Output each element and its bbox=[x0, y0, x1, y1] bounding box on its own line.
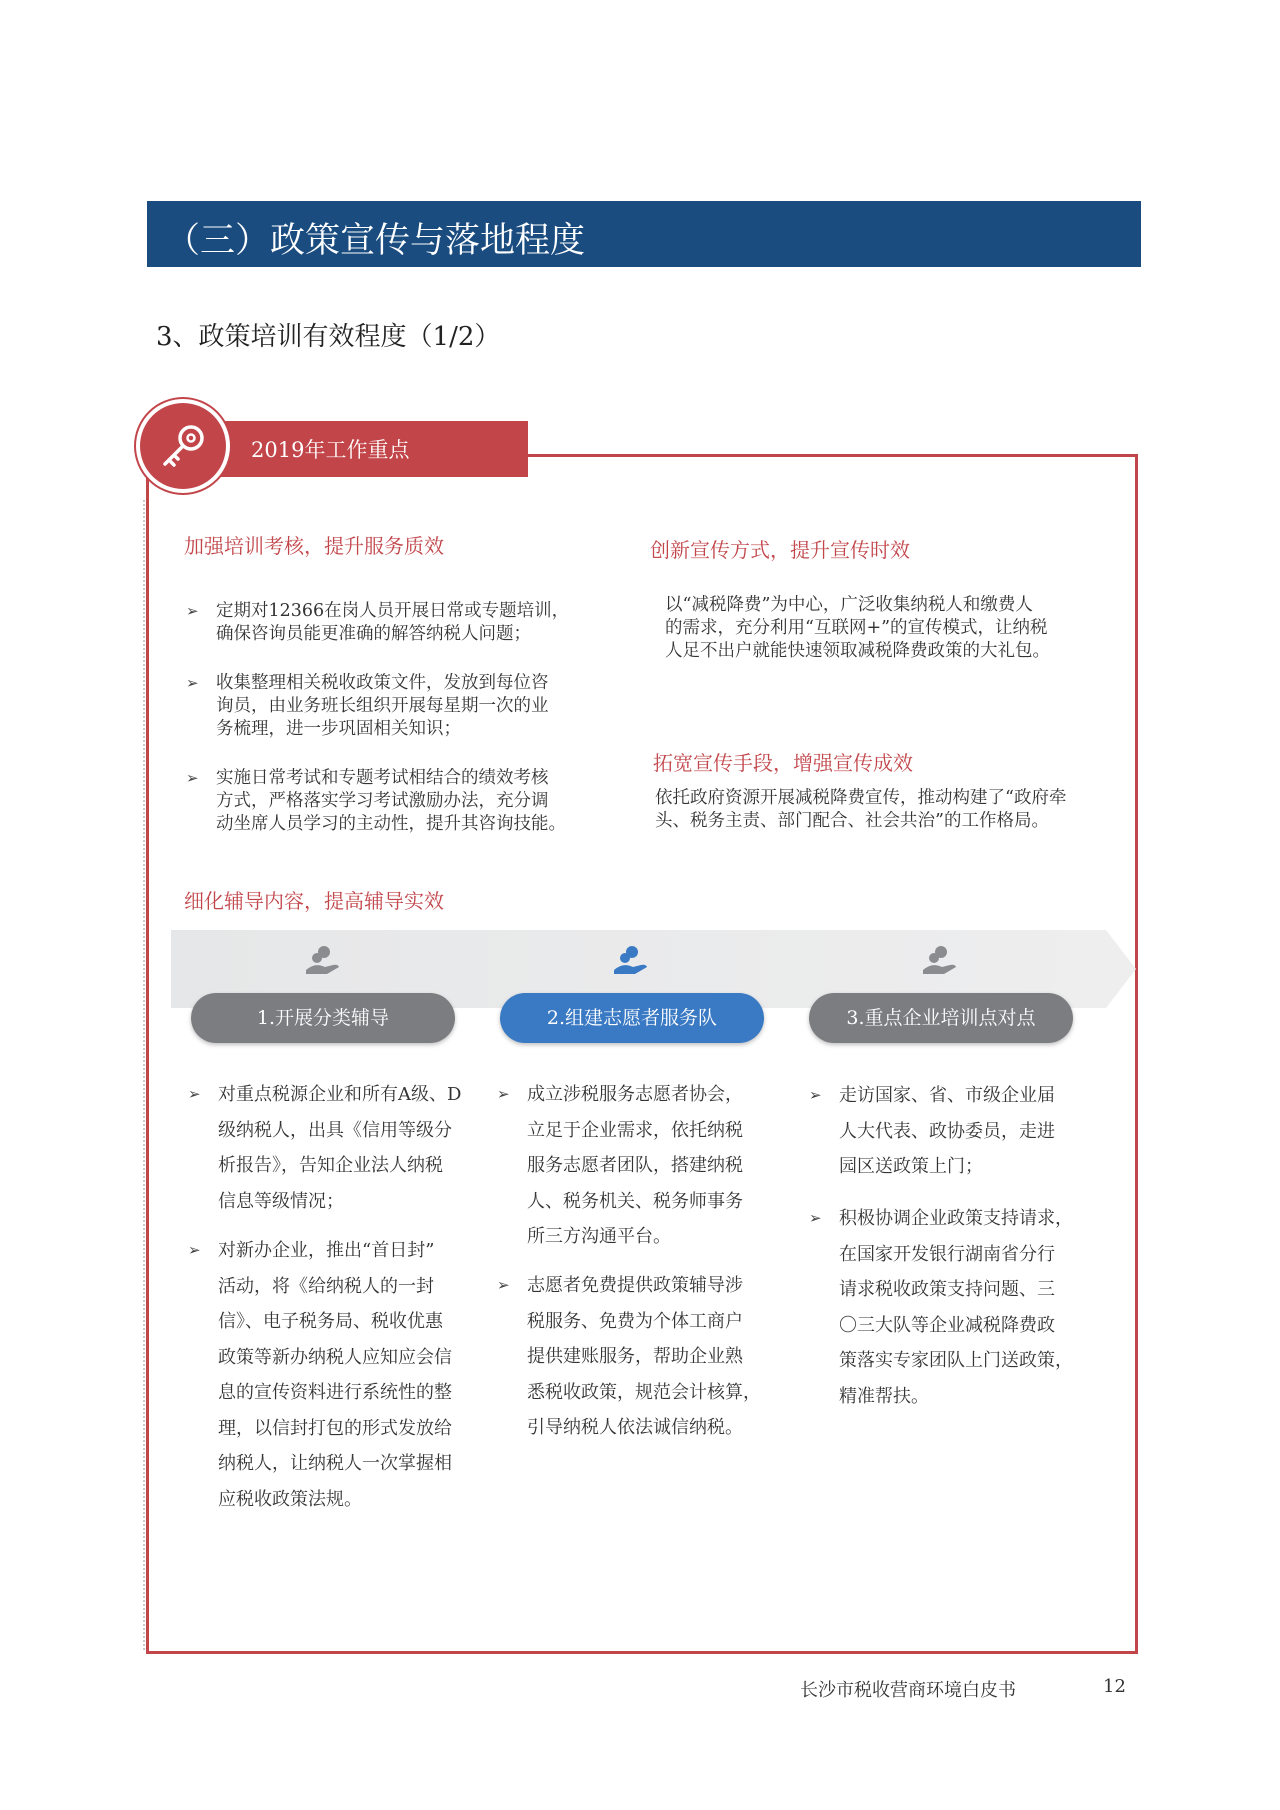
footer-document-title: 长沙市税收营商环境白皮书 bbox=[800, 1680, 1016, 1701]
hand-coins-icon bbox=[920, 944, 960, 978]
column-1-item: ➢ 对重点税源企业和所有A级、D 级纳税人，出具《信用等级分 析报告》，告知企业法人纳税 信息等级情况； bbox=[188, 1077, 488, 1222]
work-focus-tab-label: 2019年工作重点 bbox=[251, 438, 410, 462]
arrow-bullet-icon: ➢ bbox=[186, 674, 199, 692]
guidance-heading: 细化辅导内容，提高辅导实效 bbox=[184, 889, 444, 913]
expansion-text: 依托政府资源开展减税降费宣传，推动构建了“政府牵 头、税务主责、部门配合、社会共治”的工作格局。 bbox=[655, 788, 1067, 831]
section-title: （三）政策宣传与落地程度 bbox=[165, 221, 586, 261]
page-number: 12 bbox=[1103, 1676, 1126, 1697]
arrow-bullet-icon: ➢ bbox=[186, 769, 199, 787]
subsection-title: 3、政策培训有效程度（1/2） bbox=[156, 322, 501, 352]
innovation-text: 以“减税降费”为中心，广泛收集纳税人和缴费人 的需求，充分利用“互联网+”的宣传模式，让纳税 人足不出户就能快速领取减税降费政策的大礼包。 bbox=[665, 595, 1050, 661]
step-1-button[interactable]: 1.开展分类辅导 bbox=[191, 993, 455, 1043]
arrow-bullet-icon: ➢ bbox=[497, 1085, 510, 1103]
arrow-bullet-icon: ➢ bbox=[809, 1086, 822, 1104]
step-3-button[interactable]: 3.重点企业培训点对点 bbox=[809, 993, 1073, 1043]
training-item: ➢ 实施日常考试和专题考试相结合的绩效考核 方式，严格落实学习考试激励办法，充分调 动坐席人员学习的主动性，提升其咨询技能。 bbox=[186, 768, 566, 834]
arrow-bullet-icon: ➢ bbox=[186, 602, 199, 620]
step-2-button[interactable]: 2.组建志愿者服务队 bbox=[500, 993, 764, 1043]
column-1-item: ➢ 对新办企业，推出“首日封” 活动，将《给纳税人的一封 信》、电子税务局、税收优惠 政策等新办纳税人应知应会信 息的宣传资料进行系统性的整 理，以信封打包的形式发放给 纳税人，让纳税人一次掌握相 应税收政策法规。 bbox=[188, 1233, 488, 1523]
column-2-item: ➢ 成立涉税服务志愿者协会， 立足于企业需求，依托纳税 服务志愿者团队，搭建纳税 人、税务机关、税务师事务 所三方沟通平台。 bbox=[497, 1077, 797, 1257]
hand-coins-icon bbox=[303, 944, 343, 978]
section-banner bbox=[147, 201, 1141, 267]
column-2-item: ➢ 志愿者免费提供政策辅导涉 税服务、免费为个体工商户 提供建账服务，帮助企业熟 悉税收政策，规范会计核算， 引导纳税人依法诚信纳税。 bbox=[497, 1268, 797, 1448]
key-icon bbox=[159, 422, 207, 470]
expansion-heading: 拓宽宣传手段，增强宣传成效 bbox=[653, 751, 913, 775]
training-heading: 加强培训考核，提升服务质效 bbox=[184, 534, 444, 558]
column-3-item: ➢ 积极协调企业政策支持请求， 在国家开发银行湖南省分行 请求税收政策支持问题、三 〇三大队等企业减税降费政 策落实专家团队上门送政策， 精准帮扶。 bbox=[809, 1201, 1109, 1416]
innovation-heading: 创新宣传方式，提升宣传时效 bbox=[650, 538, 910, 562]
arrow-bullet-icon: ➢ bbox=[497, 1276, 510, 1294]
arrow-bullet-icon: ➢ bbox=[809, 1209, 822, 1227]
key-badge bbox=[140, 403, 226, 489]
column-3-item: ➢ 走访国家、省、市级企业届 人大代表、政协委员，走进 园区送政策上门； bbox=[809, 1078, 1109, 1188]
training-item: ➢ 收集整理相关税收政策文件，发放到每位咨 询员，由业务班长组织开展每星期一次的业 务梳理，进一步巩固相关知识； bbox=[186, 673, 549, 739]
dotted-divider bbox=[143, 500, 145, 1650]
arrow-bullet-icon: ➢ bbox=[188, 1241, 201, 1259]
hand-coins-icon bbox=[611, 944, 651, 978]
work-focus-tab bbox=[176, 421, 528, 477]
arrow-bullet-icon: ➢ bbox=[188, 1085, 201, 1103]
training-item: ➢ 定期对12366在岗人员开展日常或专题培训， 确保咨询员能更准确的解答纳税人问题； bbox=[186, 601, 570, 644]
